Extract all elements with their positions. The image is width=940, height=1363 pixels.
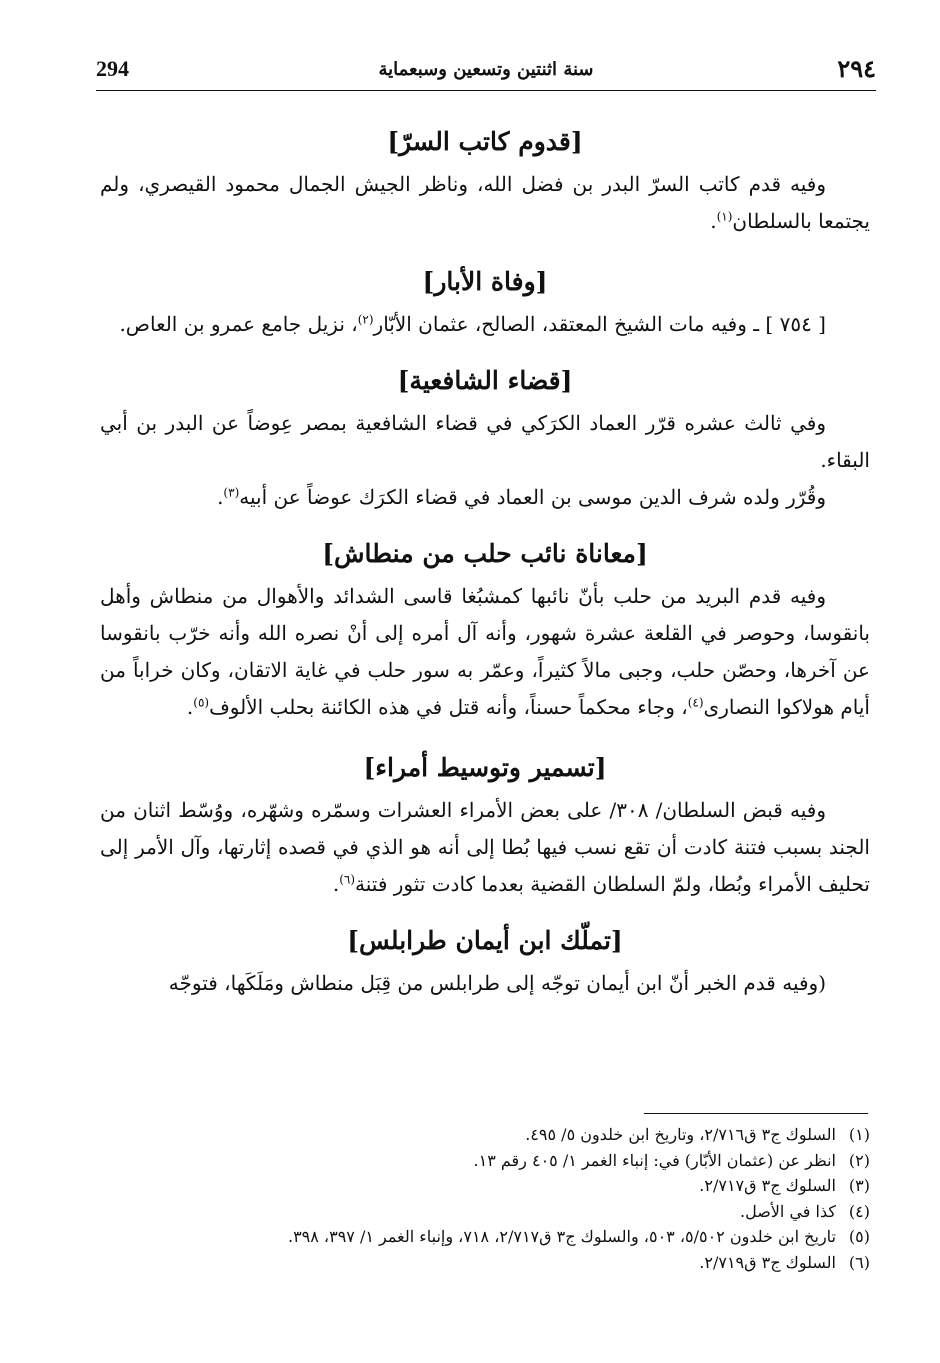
page-number-latin: 294: [96, 56, 129, 81]
paragraph: [ ٧٥٤ ] ـ وفيه مات الشيخ المعتقد، الصالح، عثمان الأبّار$^{(٢)}$، نزيل جامع عمرو بن العاص.: [119, 312, 826, 336]
footnote-separator: [644, 1113, 868, 1114]
footnote: (٢) انظر عن (عثمان الأبّار) في: إنباء الغمر ١/ ٤٠٥ رقم ١٣.: [473, 1150, 870, 1170]
footnote-marker: (٥): [193, 695, 210, 710]
paragraph: وفيه قدم كاتب السرّ البدر بن فضل الله، وناظر الجيش الجمال محمود القيصري، ولم يجتمعا بالسلطان$^{(١)}$.: [100, 172, 870, 233]
footnotes: [100, 1122, 870, 1275]
footnote: (٣) السلوك ج٣ ق٢/٧١٧.: [699, 1176, 870, 1195]
paragraph: (وفيه قدم الخبر أنّ ابن أيمان توجّه إلى طرابلس من قِبَل منطاش ومَلَكَها، فتوجّه: [168, 971, 826, 995]
section-heading: [قضاء الشافعية]: [397, 366, 573, 395]
running-title: سنة اثنتين وتسعين وسبعماية: [378, 59, 594, 80]
section-heading: [تملّك ابن أيمان طرابلس]: [347, 926, 623, 955]
section-heading: [معاناة نائب حلب من منطاش]: [322, 539, 648, 568]
section-heading: [قدوم كاتب السرّ]: [387, 127, 583, 156]
footnote: (٥) تاريخ ابن خلدون ٥/٥٠٢، ٥٠٣، والسلوك ج٣ ق٢/٧١٧، ٧١٨، وإنباء الغمر ١/ ٣٩٧، ٣٩٨.: [287, 1227, 870, 1246]
paragraph: وفي ثالث عشره قرّر العماد الكرَكي في قضاء الشافعية بمصر عِوضاً عن البدر بن أبي البقاء.: [100, 411, 870, 472]
footnote: (٦) السلوك ج٣ ق٢/٧١٩.: [699, 1252, 870, 1272]
footnote: (٤) كذا في الأصل.: [740, 1201, 870, 1221]
footnote-marker: (٤): [687, 695, 704, 710]
footnote-marker: (٣): [223, 485, 240, 500]
page-number-arabic: ٢٩٤: [837, 54, 876, 83]
footnote: (١) السلوك ج٣ ق٢/٧١٦، وتاريخ ابن خلدون ٥/ ٤٩٥.: [525, 1125, 870, 1144]
paragraph: وقُرّر ولده شرف الدين موسى بن العماد في قضاء الكرَك عوضاً عن أبيه$^{(٣)}$.: [217, 485, 826, 509]
page-header: [96, 50, 876, 91]
section-heading: [تسمير وتوسيط أمراء]: [363, 753, 607, 782]
main-text: [100, 112, 870, 1002]
footnote-marker: (١): [716, 209, 733, 224]
footnote-marker: (٢): [357, 312, 374, 327]
footnote-marker: (٦): [339, 872, 356, 887]
paragraph: وفيه قبض السلطان/ ٣٠٨/ على بعض الأمراء العشرات وسمّره وشهّره، ووُسّط اثنان من الجند بسبب فتنة كادت أن تقع نسب فيها بُطا إلى أنه هو الذي في قصده إثارتها، وآل الأمر إلى تحليف الأمراء وبُطا، ولمّ السلطان القضية بعدما كادت تثور فتنة$^{(٦)}$.: [100, 798, 870, 896]
paragraph: وفيه قدم البريد من حلب بأنّ نائبها كمشبُغا قاسى الشدائد والأهوال من منطاش وأهل بانقوسا، وحوصر في القلعة عشرة شهور، وأنه آل أمره إلى أنْ نصره الله وأنه خرّب بانقوسا عن آخرها، وحصّن حلب، وجبى مالاً كثيراً، وعمّر به سور حلب في غاية الاتقان، وكان خراباً من أيام هولاكوا النصارى$^{(٤)}$، وجاء محكماً حسناً، وأنه قتل في هذه الكائنة بحلب الألوف$^{(٥)}$.: [100, 584, 870, 719]
section-heading: [وفاة الأبار]: [422, 267, 548, 296]
